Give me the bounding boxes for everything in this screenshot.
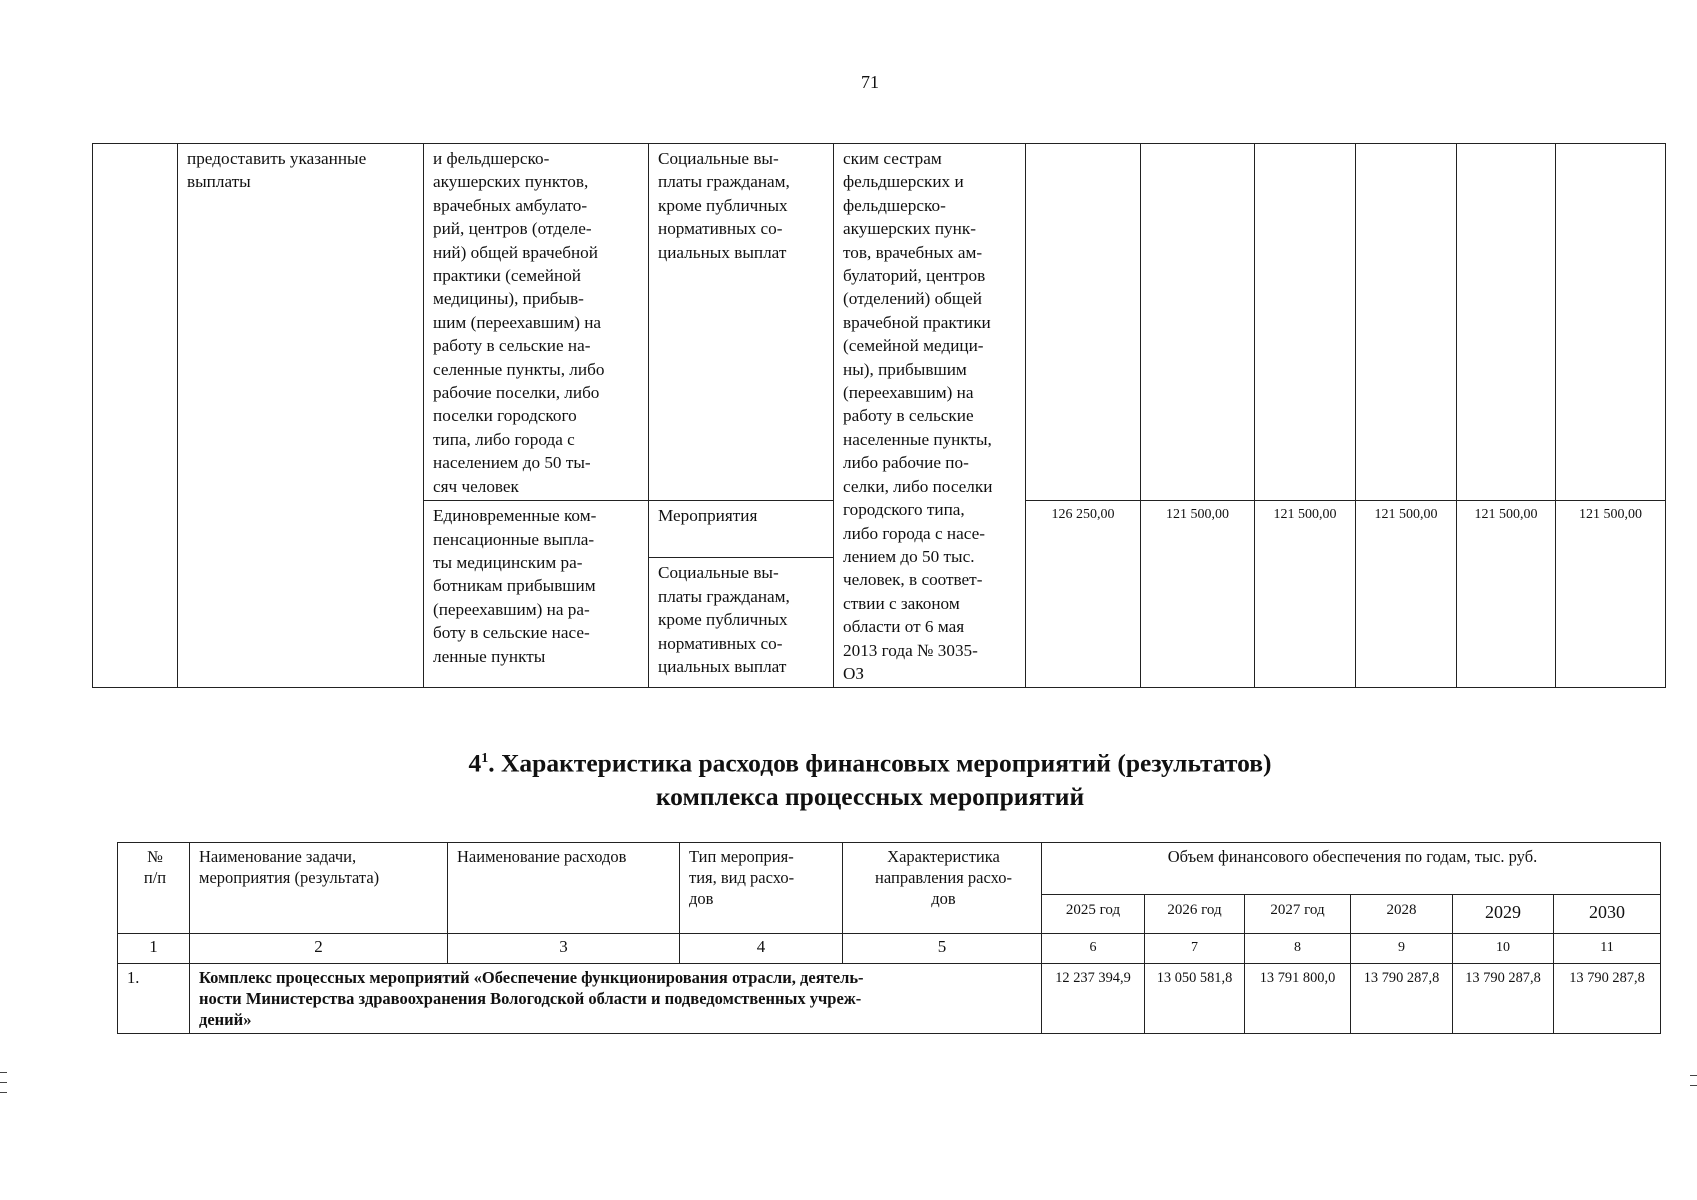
empty-value-cell	[1457, 144, 1556, 501]
column-number: 8	[1245, 934, 1351, 964]
header-row	[118, 843, 1661, 895]
header-year-2029: 2029	[1453, 895, 1554, 934]
column-number: 4	[680, 934, 843, 964]
value-cell-2028: 121 500,00	[1356, 501, 1457, 688]
value-cell-2030: 121 500,00	[1556, 501, 1666, 688]
column-number-row	[118, 934, 1661, 964]
empty-value-cell	[1141, 144, 1255, 501]
characteristic-cell: ским сестрам фельдшерских и фельдшерско- акушерских пунк- тов, врачебных ам- булаторий, центров (отделений) общей врачебной практики (семейной медици- ны), прибывшим (переехавшим) на работу в сельские населенные пункты, либо рабочие по- селки, либо поселки городского типа, либо города с насе- лением до 50 тыс. человек, в соответ- ствии с законом области от 6 мая 2013 года № 3035- ОЗ	[834, 144, 1026, 688]
section-title	[0, 742, 1697, 813]
column-number: 10	[1453, 934, 1554, 964]
expense-name-cell: Единовременные ком- пенсационные выпла- ты медицинским ра- ботникам прибывшим (переехавшим) на ра- боту в сельские насе- ленные пункты	[424, 501, 649, 688]
scan-mark	[1690, 1085, 1697, 1086]
section-superscript: 1	[481, 751, 489, 766]
header-year-2026: 2026 год	[1145, 895, 1245, 934]
value-cell-2029: 121 500,00	[1457, 501, 1556, 688]
row-num: 1.	[118, 964, 190, 1034]
column-number: 11	[1554, 934, 1661, 964]
scan-mark	[0, 1082, 7, 1083]
row-value-2027: 13 791 800,0	[1245, 964, 1351, 1034]
row-name: Комплекс процессных мероприятий «Обеспечение функционирования отрасли, деятель- ности Министерства здравоохранения Вологодской области и подведомственных учреж- дений»	[190, 964, 1042, 1034]
value-cell-2026: 121 500,00	[1141, 501, 1255, 688]
row-value-2025: 12 237 394,9	[1042, 964, 1145, 1034]
empty-value-cell	[1255, 144, 1356, 501]
expense-type-cell: Социальные вы- платы гражданам, кроме публичных нормативных со- циальных выплат	[649, 558, 834, 688]
scan-mark	[1690, 1075, 1697, 1076]
header-year-2027: 2027 год	[1245, 895, 1351, 934]
column-number: 2	[190, 934, 448, 964]
header-volume: Объем финансового обеспечения по годам, тыс. руб.	[1042, 843, 1661, 895]
column-number: 5	[843, 934, 1042, 964]
row-value-2030: 13 790 287,8	[1554, 964, 1661, 1034]
table-row	[118, 964, 1661, 1034]
row-value-2026: 13 050 581,8	[1145, 964, 1245, 1034]
continuation-table	[92, 143, 1666, 688]
value-cell-2025: 126 250,00	[1026, 501, 1141, 688]
empty-value-cell	[1356, 144, 1457, 501]
header-year-2028: 2028	[1351, 895, 1453, 934]
row-value-2028: 13 790 287,8	[1351, 964, 1453, 1034]
value-cell-2027: 121 500,00	[1255, 501, 1356, 688]
column-number: 9	[1351, 934, 1453, 964]
empty-value-cell	[1556, 144, 1666, 501]
task-cell: предоставить указанные выплаты	[178, 144, 424, 688]
row-value-2029: 13 790 287,8	[1453, 964, 1554, 1034]
header-num: № п/п	[118, 843, 190, 934]
header-year-2030: 2030	[1554, 895, 1661, 934]
section-number: 4	[468, 748, 482, 778]
scan-mark	[0, 1072, 7, 1073]
empty-value-cell	[1026, 144, 1141, 501]
scan-mark	[0, 1092, 7, 1093]
header-year-2025: 2025 год	[1042, 895, 1145, 934]
empty-num-cell	[93, 144, 178, 688]
expense-type-cell: Мероприятия	[649, 501, 834, 558]
section-title-line1: . Характеристика расходов финансовых мероприятий (результатов)	[488, 748, 1272, 778]
expense-type-cell: Социальные вы- платы гражданам, кроме публичных нормативных со- циальных выплат	[649, 144, 834, 501]
expense-name-cell: и фельдшерско- акушерских пунктов, врачебных амбулато- рий, центров (отделе- ний) общей врачебной практики (семейной медицины), прибыв- шим (переехавшим) на работу в сельские на- селенные пункты, либо рабочие поселки, либо поселки городского типа, либо города с населением до 50 ты- сяч человек	[424, 144, 649, 501]
header-task: Наименование задачи, мероприятия (результата)	[190, 843, 448, 934]
column-number: 7	[1145, 934, 1245, 964]
column-number: 3	[448, 934, 680, 964]
section-title-line2: комплекса процессных мероприятий	[655, 781, 1085, 811]
header-characteristic: Характеристика направления расхо- дов	[843, 843, 1042, 934]
table-row	[93, 144, 1666, 501]
header-type: Тип мероприя- тия, вид расхо- дов	[680, 843, 843, 934]
column-number: 6	[1042, 934, 1145, 964]
page-number: 71	[861, 72, 879, 92]
header-expense: Наименование расходов	[448, 843, 680, 934]
column-number: 1	[118, 934, 190, 964]
expenses-table	[117, 842, 1661, 1034]
